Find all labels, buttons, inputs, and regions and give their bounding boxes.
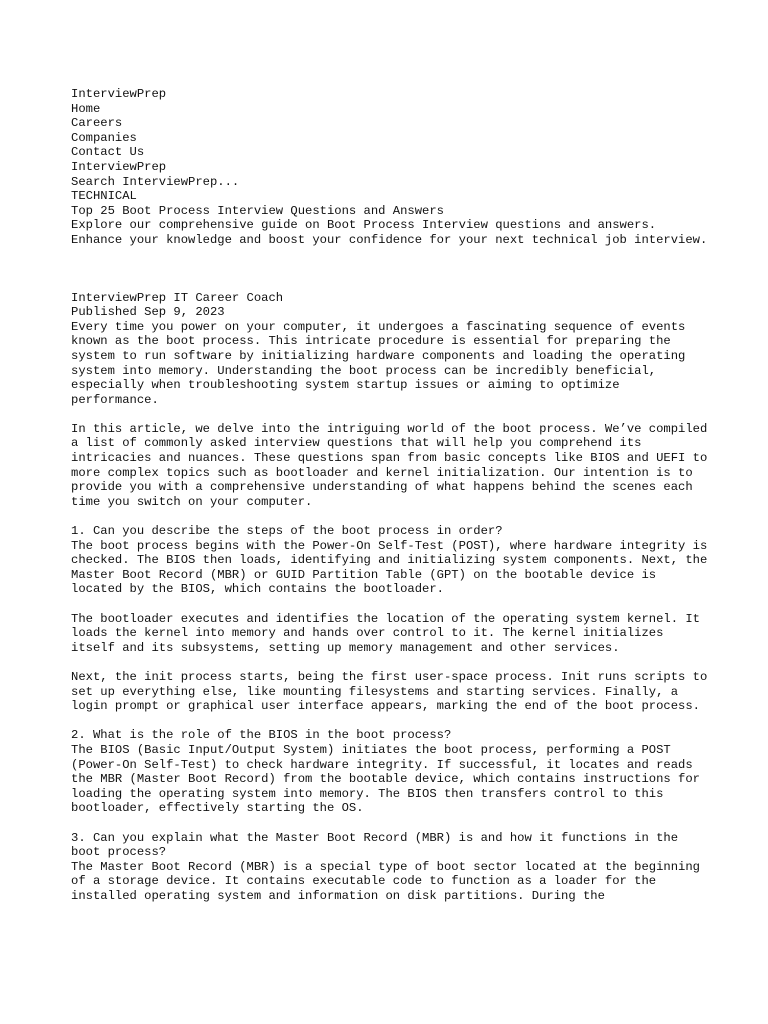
article-header [71, 204, 711, 248]
category-tag[interactable]: TECHNICAL [71, 189, 137, 204]
intro-paragraph: In this article, we delve into the intriguing world of the boot process. We’ve compiled a list of commonly asked interview questions that will help you comprehend its intricacies and nuances. These questions span from basic concepts like BIOS and UEFI to more complex topics such as bootloader and kernel initialization. Our intention is to provide you with a comprehensive understanding of what happens behind the scenes each time you switch on your computer. [71, 421, 715, 509]
brand-logo-link[interactable]: InterviewPrep [71, 87, 167, 101]
answer-paragraph: The BIOS (Basic Input/Output System) initiates the boot process, performing a POST (Power-On Self-Test) to check hardware integrity. If successful, it locates and reads the MBR (Master Boot Record) from the bootable device, which contains instructions for loading the operating system into memory. The BIOS then transfers control to this bootloader, effectively starting the OS. [71, 742, 708, 816]
article-title: Top 25 Boot Process Interview Questions and Answers [71, 203, 444, 218]
brand-logo-link-secondary[interactable]: InterviewPrep [71, 159, 167, 174]
nav-careers[interactable]: Careers [71, 116, 123, 131]
answer-paragraph: The Master Boot Record (MBR) is a special type of boot sector located at the beginning of a storage device. It contains executable code to function as a loader for the installed operating system and information on disk partitions. During the [71, 859, 708, 903]
question-heading: 3. Can you explain what the Master Boot Record (MBR) is and how it functions in the boot process? [71, 830, 686, 860]
spacer [71, 248, 711, 291]
question-heading: 2. What is the role of the BIOS in the boot process? [71, 728, 452, 743]
intro-paragraph: Every time you power on your computer, it undergoes a fascinating sequence of events known as the boot process. This intricate procedure is essential for preparing the system to run software by initializing hardware components and loading the operating system into memory. Understanding the boot process can be incredibly beneficial, especially when troubleshooting system startup issues or aiming to optimize performance. [71, 319, 693, 407]
published-date: Published Sep 9, 2023 [71, 305, 225, 320]
article-description: Explore our comprehensive guide on Boot Process Interview questions and answers. Enhance your knowledge and boost your confidence for your next technical job interview. [71, 218, 708, 247]
answer-paragraph: The boot process begins with the Power-On Self-Test (POST), where hardware integrity is checked. The BIOS then loads, identifying and initializing system components. Next, the Master Boot Record (MBR) or GUID Partition Table (GPT) on the bootable device is located by the BIOS, which contains the bootloader. [71, 538, 715, 597]
question-heading: 1. Can you describe the steps of the boot process in order? [71, 524, 503, 539]
article-meta [71, 291, 711, 320]
nav-contact-us[interactable]: Contact Us [71, 145, 145, 160]
article-body [71, 319, 715, 904]
site-header [71, 87, 711, 204]
answer-paragraph: The bootloader executes and identifies the location of the operating system kernel. It loads the kernel into memory and hands over control to it. The kernel initializes itself and its subsystems, setting up memory management and other services. [71, 611, 708, 655]
page-content [71, 87, 715, 903]
answer-paragraph: Next, the init process starts, being the first user-space process. Init runs scripts to set up everything else, like mounting filesystems and starting services. Finally, a login prompt or graphical user interface appears, marking the end of the boot process. [71, 669, 715, 714]
nav-companies[interactable]: Companies [71, 130, 137, 145]
search-input[interactable]: Search InterviewPrep... [71, 174, 240, 189]
author-name[interactable]: InterviewPrep IT Career Coach [71, 290, 284, 305]
nav-home[interactable]: Home [71, 101, 101, 116]
